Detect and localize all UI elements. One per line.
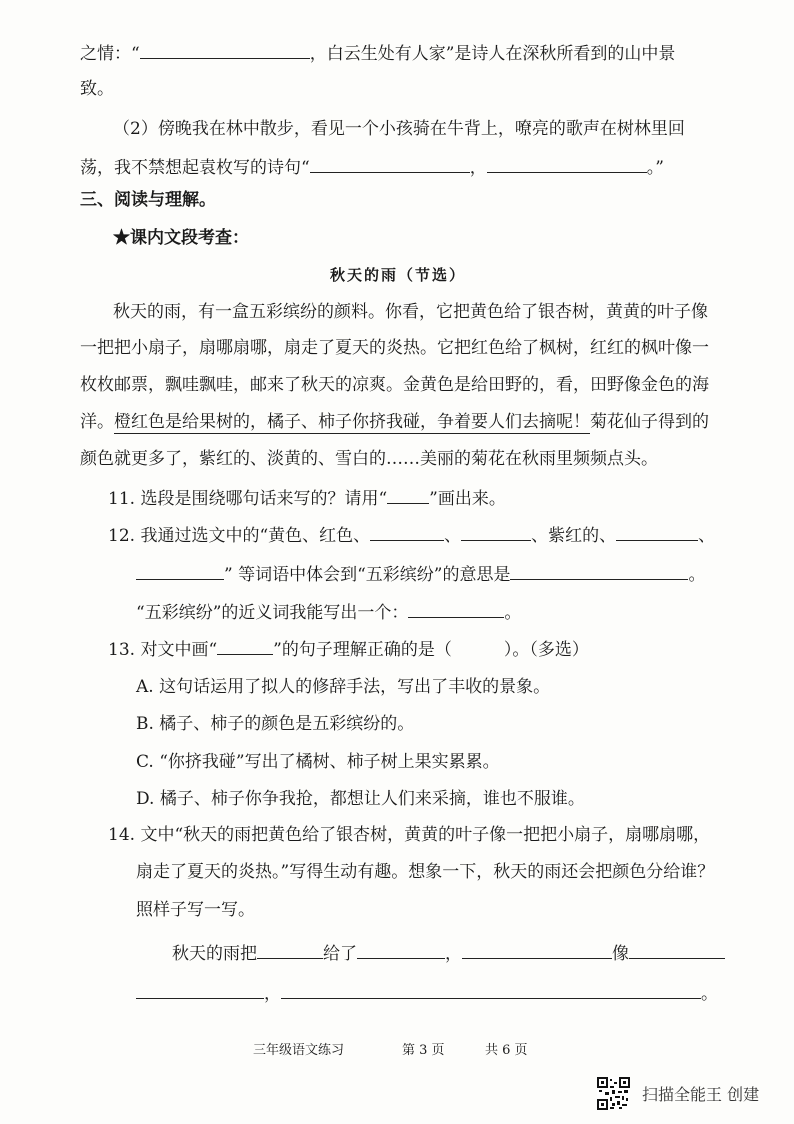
q10-text: 致。	[80, 79, 114, 99]
question-text: 。	[688, 565, 706, 585]
question-text: 、	[444, 526, 462, 546]
footer-subject: 三年级语文练习	[253, 1043, 345, 1058]
q10-text: （2）傍晚我在林中散步，看见一个小孩骑在牛背上，嘹亮的歌声在树林里回	[113, 119, 685, 139]
question-text: 。	[504, 603, 522, 623]
question-text: ” 等词语中体会到“五彩缤纷”的意思是	[224, 565, 511, 585]
section-heading: 三、阅读与理解。	[80, 190, 216, 210]
underlined-sentence: 橙红色是给果树的，橘子、柿子你挤我碰，争着要人们去摘呢！	[114, 412, 590, 432]
q10-text: ，白云生处有人家”是诗人在深秋所看到的山中景	[309, 44, 676, 64]
passage-line	[80, 410, 709, 434]
question-text: 、紫红的、	[531, 526, 617, 546]
q10-text: ，	[469, 158, 487, 178]
q10-line-1	[80, 40, 675, 66]
question-14-fill-line-2	[136, 980, 718, 1006]
option-b[interactable]: B. 橘子、柿子的颜色是五彩缤纷的。	[136, 714, 415, 734]
answer-blank[interactable]	[357, 940, 445, 959]
question-14-fill-line-1	[172, 940, 725, 966]
answer-blank[interactable]	[629, 940, 725, 959]
question-text: 给了	[323, 944, 357, 964]
question-12-line-3	[136, 599, 521, 625]
question-14	[108, 823, 710, 847]
question-text: “五彩缤纷”的近义词我能写出一个：	[136, 603, 409, 623]
question-text: 像	[612, 944, 629, 964]
option-a[interactable]: A. 这句话运用了拟人的修辞手法，写出了丰收的景象。	[136, 677, 551, 697]
passage-line: 一把把小扇子，扇哪扇哪，扇走了夏天的炎热。它把红色给了枫树，红红的枫叶像一	[80, 338, 709, 358]
question-text: 、	[698, 526, 716, 546]
question-text: ，	[445, 944, 462, 964]
q10-part2-line-1	[113, 117, 685, 141]
answer-blank[interactable]	[462, 940, 612, 959]
passage-text: 洋。	[80, 412, 114, 432]
section-subheading: ★课内文段考查：	[113, 228, 249, 248]
passage-line: 枚枚邮票，飘哇飘哇，邮来了秋天的凉爽。金黄色是给田野的，看，田野像金色的海	[80, 375, 709, 395]
underline-marker	[387, 485, 429, 504]
answer-blank[interactable]	[310, 154, 470, 173]
question-text: 文中“秋天的雨把黄色给了银杏树，黄黄的叶子像一把把小扇子，扇哪扇哪，	[140, 825, 711, 845]
question-text: ，	[264, 984, 281, 1004]
q10-line-2	[80, 77, 114, 101]
passage-title: 秋天的雨（节选）	[330, 266, 467, 284]
question-text: 选段是围绕哪句话来写的？请用“	[140, 489, 388, 509]
q10-text: 荡，我不禁想起袁枚写的诗句“	[80, 158, 310, 178]
passage-line: 秋天的雨，有一盒五彩缤纷的颜料。你看，它把黄色给了银杏树，黄黄的叶子像	[113, 302, 708, 322]
question-11	[108, 485, 506, 511]
question-12	[108, 522, 715, 548]
q10-text: 之情：“	[80, 44, 140, 64]
question-number: 11.	[108, 489, 136, 509]
option-d[interactable]: D. 橘子、柿子你争我抢，都想让人们来采摘，谁也不服谁。	[136, 789, 585, 809]
answer-blank[interactable]	[257, 940, 323, 959]
answer-blank[interactable]	[616, 522, 698, 541]
question-number: 12.	[108, 526, 136, 546]
question-number: 13.	[108, 640, 136, 660]
question-text: ）。（多选）	[503, 640, 589, 660]
answer-blank[interactable]	[136, 561, 224, 580]
option-c[interactable]: C. “你挤我碰”写出了橘树、柿子树上果实累累。	[136, 752, 500, 772]
question-text: 秋天的雨把	[172, 944, 257, 964]
answer-blank[interactable]	[281, 980, 701, 999]
answer-blank[interactable]	[140, 40, 310, 59]
q10-part2-line-2	[80, 154, 664, 180]
answer-blank[interactable]	[408, 599, 504, 618]
question-text: ”的句子理解正确的是（	[273, 640, 452, 660]
footer-total: 共 6 页	[485, 1043, 528, 1058]
question-text: 对文中画“	[140, 640, 218, 660]
question-number: 14.	[108, 825, 136, 845]
answer-blank[interactable]	[461, 522, 531, 541]
question-text: ”画出来。	[429, 489, 506, 509]
qr-code-icon	[597, 1077, 630, 1110]
question-14-line-3: 照样子写一写。	[136, 900, 255, 920]
passage-text: 菊花仙子得到的	[590, 412, 709, 432]
question-12-line-2	[136, 561, 705, 587]
question-14-line-2: 扇走了夏天的炎热。”写得生动有趣。想象一下，秋天的雨还会把颜色分给谁？	[136, 862, 715, 882]
question-text: 。	[701, 984, 718, 1004]
question-text: 我通过选文中的“黄色、红色、	[140, 526, 371, 546]
answer-blank[interactable]	[510, 561, 688, 580]
q10-text: 。”	[646, 158, 664, 178]
footer-page: 第 3 页	[402, 1043, 445, 1058]
answer-blank[interactable]	[136, 980, 264, 999]
passage-line: 颜色就更多了，紫红的、淡黄的、雪白的……美丽的菊花在秋雨里频频点头。	[80, 449, 658, 469]
question-13	[108, 636, 589, 662]
scanner-watermark: 扫描全能王 创建	[642, 1085, 760, 1104]
underline-marker	[217, 636, 273, 655]
answer-blank[interactable]	[487, 154, 647, 173]
answer-blank[interactable]	[370, 522, 444, 541]
